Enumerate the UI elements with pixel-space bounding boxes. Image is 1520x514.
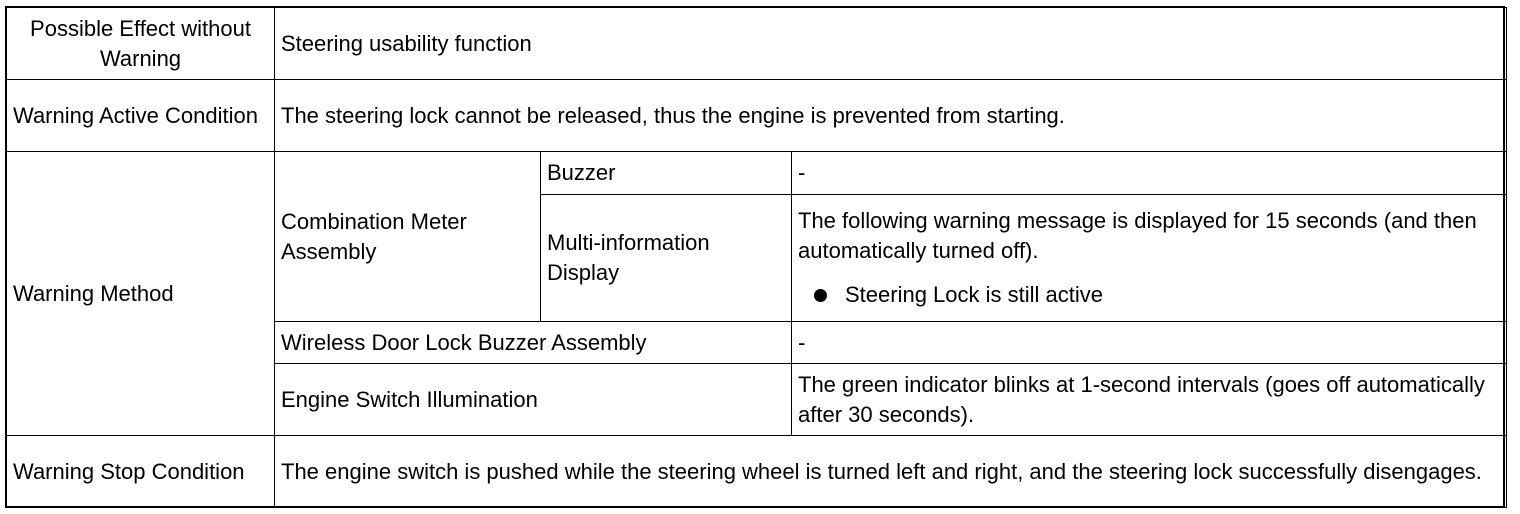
warning-stop-value: The engine switch is pushed while the steering wheel is turned left and right, and the steering lock successfully disengages.	[275, 436, 1507, 508]
warning-active-label: Warning Active Condition	[7, 80, 275, 152]
table-row-possible-effect	[7, 8, 1507, 80]
multi-info-display-label: Multi-information Display	[541, 195, 792, 322]
table-row-warning-active	[7, 80, 1507, 152]
warning-message-bullet-item	[798, 280, 1500, 310]
warning-message-bullet-text: Steering Lock is still active	[845, 282, 1103, 307]
engine-switch-illumination-value: The green indicator blinks at 1-second intervals (goes off automatically after 30 seconds).	[792, 364, 1507, 436]
possible-effect-label: Possible Effect without Warning	[7, 8, 275, 80]
table-row-buzzer	[7, 152, 1507, 195]
table-row-warning-stop	[7, 436, 1507, 508]
possible-effect-value: Steering usability function	[275, 8, 1507, 80]
multi-info-display-value	[792, 195, 1507, 322]
combination-meter-label: Combination Meter Assembly	[275, 152, 541, 322]
engine-switch-illumination-label: Engine Switch Illumination	[275, 364, 792, 436]
warning-method-label: Warning Method	[7, 152, 275, 436]
buzzer-label: Buzzer	[541, 152, 792, 195]
wireless-door-lock-buzzer-value: -	[792, 322, 1507, 364]
warning-spec-table	[6, 7, 1507, 508]
wireless-door-lock-buzzer-label: Wireless Door Lock Buzzer Assembly	[275, 322, 792, 364]
buzzer-value: -	[792, 152, 1507, 195]
warning-stop-label: Warning Stop Condition	[7, 436, 275, 508]
warning-message-text: The following warning message is displayed for 15 seconds (and then automatically turned off).	[798, 208, 1477, 263]
bullet-icon	[814, 289, 827, 302]
warning-active-value: The steering lock cannot be released, thus the engine is prevented from starting.	[275, 80, 1507, 152]
